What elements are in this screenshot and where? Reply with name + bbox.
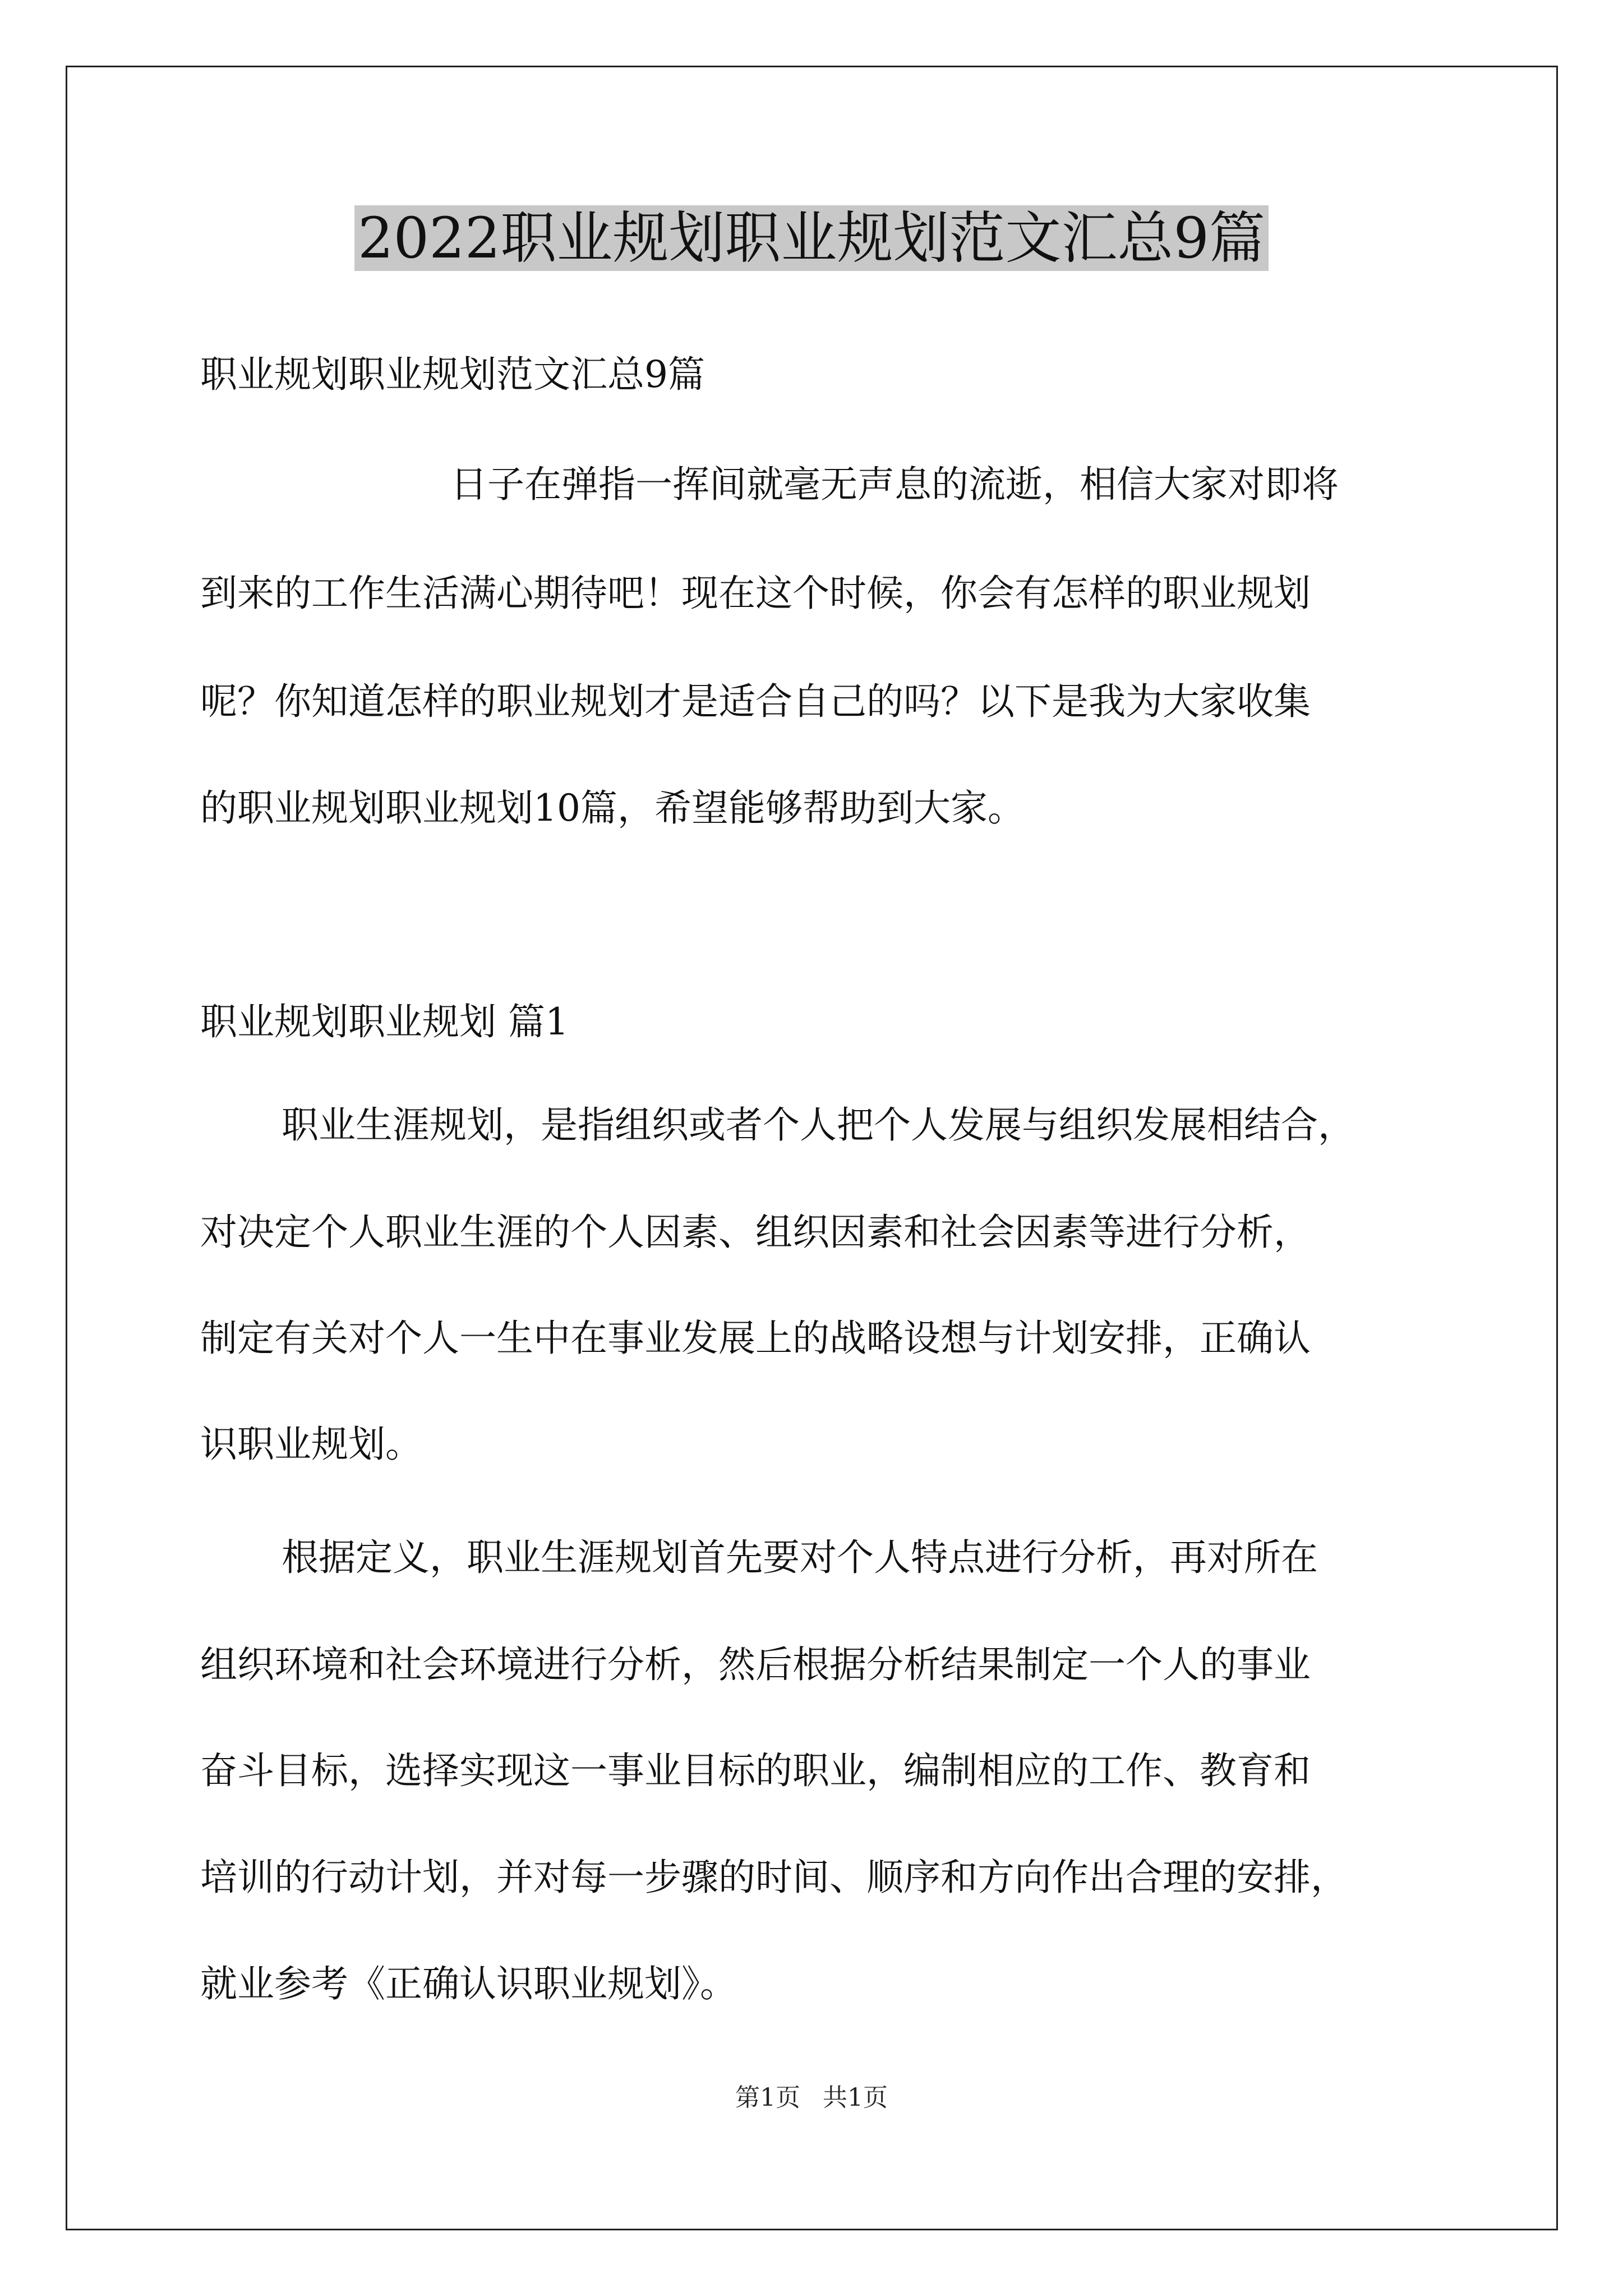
title-text: 2022职业规划职业规划范文汇总9篇	[354, 205, 1269, 271]
paragraph-line: 组织环境和社会环境进行分析，然后根据分析结果制定一个人的事业	[200, 1643, 1311, 1686]
paragraph-line: 识职业规划。	[200, 1423, 422, 1466]
intro-line: 日子在弹指一挥间就毫无声息的流逝，相信大家对即将	[450, 463, 1339, 506]
intro-line: 的职业规划职业规划10篇，希望能够帮助到大家。	[200, 786, 1025, 830]
paragraph-line: 对决定个人职业生涯的个人因素、组织因素和社会因素等进行分析，	[200, 1211, 1311, 1254]
page-footer	[0, 2081, 1623, 2115]
paragraph-line: 培训的行动计划，并对每一步骤的时间、顺序和方向作出合理的安排，	[200, 1856, 1348, 1899]
paragraph-line: 根据定义，职业生涯规划首先要对个人特点进行分析，再对所在	[282, 1536, 1318, 1579]
paragraph-line: 奋斗目标，选择实现这一事业目标的职业，编制相应的工作、教育和	[200, 1749, 1311, 1792]
document-subtitle: 职业规划职业规划范文汇总9篇	[200, 353, 705, 396]
intro-line: 到来的工作生活满心期待吧！现在这个时候，你会有怎样的职业规划	[200, 572, 1311, 615]
intro-line: 呢？你知道怎样的职业规划才是适合自己的吗？以下是我为大家收集	[200, 680, 1311, 723]
paragraph-line: 就业参考《正确认识职业规划》。	[200, 1962, 737, 2005]
page-total: 共1页	[823, 2083, 888, 2112]
page-number: 第1页	[735, 2083, 800, 2112]
paragraph-line: 职业生涯规划，是指组织或者个人把个人发展与组织发展相结合，	[282, 1103, 1355, 1147]
document-title	[0, 202, 1623, 275]
paragraph-line: 制定有关对个人一生中在事业发展上的战略设想与计划安排，正确认	[200, 1317, 1311, 1360]
section-heading: 职业规划职业规划 篇1	[200, 1000, 569, 1043]
